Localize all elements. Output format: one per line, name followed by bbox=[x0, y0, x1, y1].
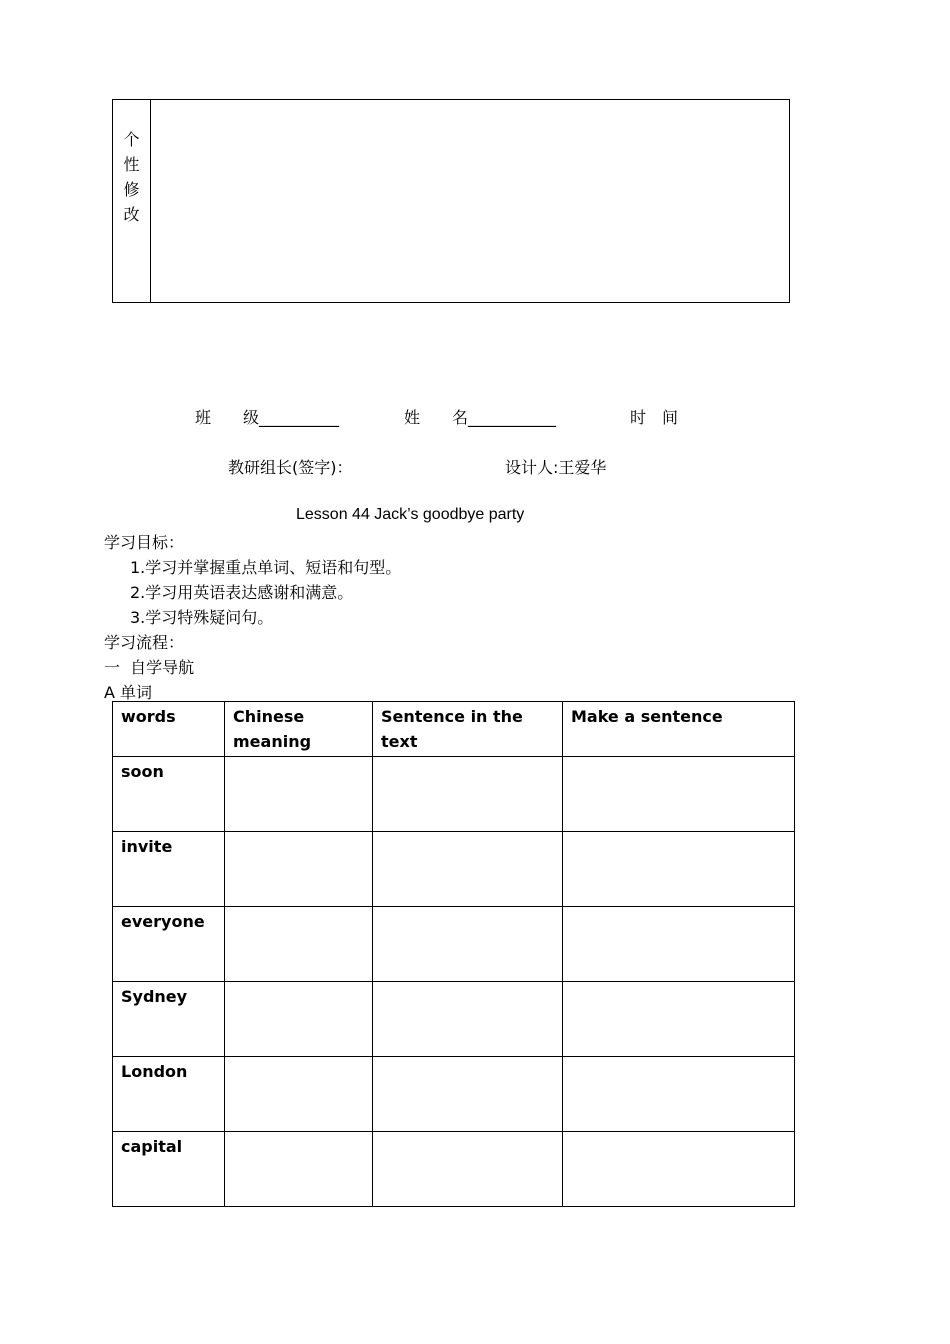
text-sentence-cell[interactable] bbox=[373, 982, 563, 1057]
process-heading: 学习流程： bbox=[104, 633, 185, 652]
meaning-cell[interactable] bbox=[225, 1057, 373, 1132]
meaning-cell[interactable] bbox=[225, 1132, 373, 1207]
make-sentence-cell[interactable] bbox=[563, 757, 795, 832]
make-sentence-cell[interactable] bbox=[563, 832, 795, 907]
header-cell: Sentence in the text bbox=[373, 702, 563, 757]
text-sentence-cell[interactable] bbox=[373, 1132, 563, 1207]
revision-label-char: 个 bbox=[123, 130, 140, 149]
header-cell: Chinese meaning bbox=[225, 702, 373, 757]
make-sentence-cell[interactable] bbox=[563, 1132, 795, 1207]
leader-signature-label: 教研组长(签字)： bbox=[228, 458, 353, 477]
text-sentence-cell[interactable] bbox=[373, 1057, 563, 1132]
table-row bbox=[113, 907, 795, 982]
revision-label-column bbox=[113, 100, 151, 302]
class-field: 班 级__________ bbox=[195, 408, 340, 427]
section-heading: 一 自学导航 bbox=[104, 658, 195, 677]
designer-label: 设计人:王爱华 bbox=[505, 458, 607, 477]
make-sentence-cell[interactable] bbox=[563, 1057, 795, 1132]
header-cell: words bbox=[113, 702, 225, 757]
revision-label-char: 改 bbox=[123, 205, 140, 224]
goal-item: 2.学习用英语表达感谢和满意。 bbox=[130, 583, 354, 602]
meaning-cell[interactable] bbox=[225, 832, 373, 907]
text-sentence-cell[interactable] bbox=[373, 907, 563, 982]
revision-box bbox=[112, 99, 790, 303]
meaning-cell[interactable] bbox=[225, 757, 373, 832]
time-field: 时 间 bbox=[630, 408, 679, 427]
table-header-row bbox=[113, 702, 795, 757]
goal-item: 1.学习并掌握重点单词、短语和句型。 bbox=[130, 558, 402, 577]
revision-content-area[interactable] bbox=[151, 100, 789, 302]
text-sentence-cell[interactable] bbox=[373, 757, 563, 832]
table-row bbox=[113, 1057, 795, 1132]
vocab-table bbox=[112, 701, 795, 1207]
table-row bbox=[113, 832, 795, 907]
word-cell: soon bbox=[113, 757, 225, 832]
word-cell: invite bbox=[113, 832, 225, 907]
revision-label-char: 性 bbox=[123, 155, 140, 174]
goal-item: 3.学习特殊疑问句。 bbox=[130, 608, 274, 627]
word-cell: London bbox=[113, 1057, 225, 1132]
make-sentence-cell[interactable] bbox=[563, 907, 795, 982]
make-sentence-cell[interactable] bbox=[563, 982, 795, 1057]
lesson-title: Lesson 44 Jack’s goodbye party bbox=[296, 506, 525, 523]
table-row bbox=[113, 757, 795, 832]
word-cell: everyone bbox=[113, 907, 225, 982]
meaning-cell[interactable] bbox=[225, 907, 373, 982]
name-field: 姓 名___________ bbox=[404, 408, 557, 427]
word-cell: Sydney bbox=[113, 982, 225, 1057]
table-row bbox=[113, 1132, 795, 1207]
meaning-cell[interactable] bbox=[225, 982, 373, 1057]
goals-heading: 学习目标： bbox=[104, 533, 185, 552]
header-cell: Make a sentence bbox=[563, 702, 795, 757]
table-row bbox=[113, 982, 795, 1057]
text-sentence-cell[interactable] bbox=[373, 832, 563, 907]
word-cell: capital bbox=[113, 1132, 225, 1207]
subsection-heading: A 单词 bbox=[104, 683, 153, 702]
revision-label-char: 修 bbox=[123, 180, 140, 199]
